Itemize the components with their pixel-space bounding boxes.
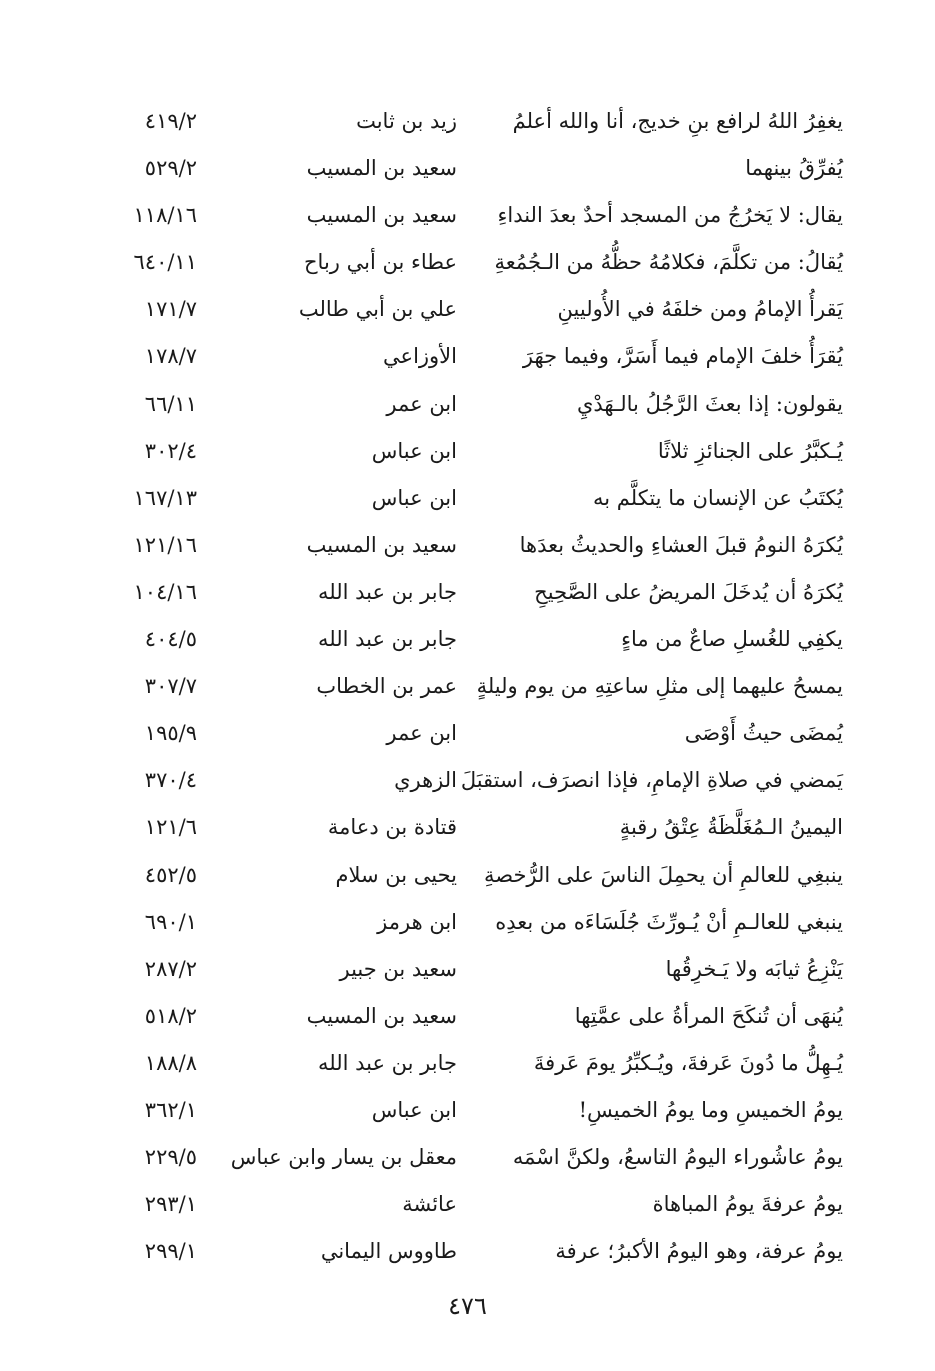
hadith-text: ينبغي للعالـمِ أنْ يُـورِّثَ جُلَسَاءَه من بعدِه (495, 909, 843, 934)
index-row (0, 239, 935, 286)
hadith-text: يُـهِلُّ ما دُونَ عَرفةَ، ويُـكبِّرُ يومَ عَرفةَ (533, 1050, 843, 1075)
narrator-name: عطاء بن أبي رباح (303, 250, 457, 275)
index-row (0, 1181, 935, 1228)
narrator-name: ابن عباس (371, 438, 457, 463)
narrator-name: يحيى بن سلام (335, 862, 457, 887)
narrator-name: الزهري (394, 768, 457, 793)
index-row (0, 145, 935, 192)
index-row (0, 1134, 935, 1181)
volume-page-reference: ٣٧٠/٤ (144, 768, 197, 793)
volume-page-reference: ٣٦٢/١ (144, 1097, 197, 1122)
narrator-name: جابر بن عبد الله (317, 579, 457, 604)
narrator-name: ابن عباس (371, 485, 457, 510)
hadith-text: يَنْزِعُ ثيابَه ولا يَـخرِقُها (665, 956, 843, 981)
index-row (0, 616, 935, 663)
volume-page-reference: ٥٢٩/٢ (144, 156, 197, 181)
narrator-name: جابر بن عبد الله (317, 627, 457, 652)
volume-page-reference: ١٨٨/٨ (144, 1050, 197, 1075)
narrator-name: الأوزاعي (383, 344, 457, 369)
index-row (0, 522, 935, 569)
index-row (0, 192, 935, 239)
narrator-name: علي بن أبي طالب (298, 297, 457, 322)
volume-page-reference: ١١٨/١٦ (133, 203, 197, 228)
hadith-text: يمسحُ عليهما إلى مثلِ ساعتِهِ من يوم وليلةٍ (476, 674, 843, 699)
index-row (0, 852, 935, 899)
hadith-text: يقال: لا يَخرُجُ من المسجد أحدٌ بعدَ النداءِ (497, 203, 843, 228)
narrator-name: ابن هرمز (377, 909, 457, 934)
index-row (0, 946, 935, 993)
narrator-name: عائشة (402, 1192, 457, 1217)
volume-page-reference: ١٢١/١٦ (133, 532, 197, 557)
index-row (0, 663, 935, 710)
volume-page-reference: ٣٠٧/٧ (144, 674, 197, 699)
narrator-name: طاووس اليماني (320, 1239, 457, 1264)
volume-page-reference: ٦٦/١١ (144, 391, 197, 416)
volume-page-reference: ٢٨٧/٢ (144, 956, 197, 981)
narrator-name: جابر بن عبد الله (317, 1050, 457, 1075)
volume-page-reference: ١٩٥/٩ (144, 721, 197, 746)
volume-page-reference: ٢٩٣/١ (144, 1192, 197, 1217)
narrator-name: ابن عمر (386, 721, 457, 746)
narrator-name: سعيد بن جبير (339, 956, 457, 981)
index-row (0, 98, 935, 145)
hadith-text: يغفِرُ اللهُ لرافع بنِ خديج، أنا والله أعلمُ (512, 109, 843, 133)
hadith-index-table (0, 98, 935, 1275)
hadith-text: يقولون: إذا بعثَ الرَّجُلُ بالـهَدْيِ (576, 391, 843, 416)
volume-page-reference: ٦٤٠/١١ (133, 250, 197, 275)
hadith-text: يُكرَهُ أن يُدخَلَ المريضُ على الصَّحِيحِ (534, 579, 843, 604)
index-row (0, 475, 935, 522)
hadith-text: يومُ الخميسِ وما يومُ الخميسِ! (578, 1097, 843, 1122)
hadith-text: يُـكبَّرُ على الجنائزِ ثلاثًا (657, 438, 843, 463)
hadith-text: يُكتَبُ عن الإنسان ما يتكلَّم به (593, 485, 843, 510)
hadith-text: يومُ عاشُوراء اليومُ التاسعُ، ولكنَّ اسْمَه (512, 1145, 843, 1170)
index-row (0, 710, 935, 757)
volume-page-reference: ١٠٤/١٦ (133, 579, 197, 604)
hadith-text: يومُ عرفة، وهو اليومُ الأكبرُ؛ عرفة (555, 1239, 843, 1264)
narrator-name: زيد بن ثابت (356, 109, 457, 133)
volume-page-reference: ٦٩٠/١ (144, 909, 197, 934)
volume-page-reference: ١٦٧/١٣ (133, 485, 197, 510)
hadith-text: يومُ عرفةَ يومُ المباهاة (652, 1192, 843, 1217)
volume-page-reference: ١٧٨/٧ (144, 344, 197, 369)
narrator-name: سعيد بن المسيب (306, 156, 457, 181)
hadith-text: يكفِي للغُسلِ صاعٌ من ماءٍ (621, 627, 843, 652)
index-row (0, 1087, 935, 1134)
hadith-text: يُكرَهُ النومُ قبلَ العشاءِ والحديثُ بعدَها (519, 532, 843, 557)
hadith-text: يُقالُ: من تكلَّمَ، فكلامُهُ حظُّهُ من الـجُمُعةِ (494, 250, 843, 275)
index-row (0, 381, 935, 428)
index-row (0, 899, 935, 946)
hadith-text: ينبغِي للعالمِ أن يحمِلَ الناسَ على الرُّخصةِ (483, 862, 843, 887)
volume-page-reference: ٤١٩/٢ (144, 109, 197, 133)
narrator-name: ابن عمر (386, 391, 457, 416)
volume-page-reference: ١٧١/٧ (144, 297, 197, 322)
narrator-name: قتادة بن دعامة (327, 815, 457, 840)
hadith-text: يُفرِّقُ بينهما (745, 156, 843, 181)
hadith-text: يُمضَى حيثُ أَوْصَى (684, 721, 843, 746)
index-row (0, 1040, 935, 1087)
volume-page-reference: ٢٩٩/١ (144, 1239, 197, 1264)
hadith-text: يَمضي في صلاةِ الإمامِ، فإذا انصرَف، استقبَلَ (460, 768, 843, 793)
index-row (0, 428, 935, 475)
volume-page-reference: ٤٠٤/٥ (144, 627, 197, 652)
volume-page-reference: ٤٥٢/٥ (144, 862, 197, 887)
volume-page-reference: ٥١٨/٢ (144, 1003, 197, 1028)
narrator-name: معقل بن يسار وابن عباس (230, 1145, 457, 1170)
index-row (0, 333, 935, 380)
narrator-name: سعيد بن المسيب (306, 1003, 457, 1028)
narrator-name: سعيد بن المسيب (306, 203, 457, 228)
hadith-text: اليمينُ الـمُغَلَّظَةُ عِتْقُ رقبةٍ (619, 815, 843, 840)
hadith-text: يَقرأُ الإمامُ ومن خلفَهُ في الأُوليينِ (557, 297, 843, 322)
narrator-name: سعيد بن المسيب (306, 532, 457, 557)
index-row (0, 757, 935, 804)
volume-page-reference: ١٢١/٦ (144, 815, 197, 840)
index-row (0, 1228, 935, 1275)
volume-page-reference: ٢٢٩/٥ (144, 1145, 197, 1170)
index-row (0, 569, 935, 616)
narrator-name: عمر بن الخطاب (316, 674, 457, 699)
volume-page-reference: ٣٠٢/٤ (144, 438, 197, 463)
narrator-name: ابن عباس (371, 1097, 457, 1122)
index-row (0, 286, 935, 333)
hadith-text: يُنهَى أن تُنكَحَ المرأةُ على عمَّتِها (574, 1003, 843, 1028)
hadith-text: يُقرَأُ خلفَ الإمام فيما أَسَرَّ، وفيما جهَرَ (522, 344, 843, 369)
page-number: ٤٧٦ (448, 1292, 487, 1320)
index-row (0, 993, 935, 1040)
index-row (0, 804, 935, 851)
